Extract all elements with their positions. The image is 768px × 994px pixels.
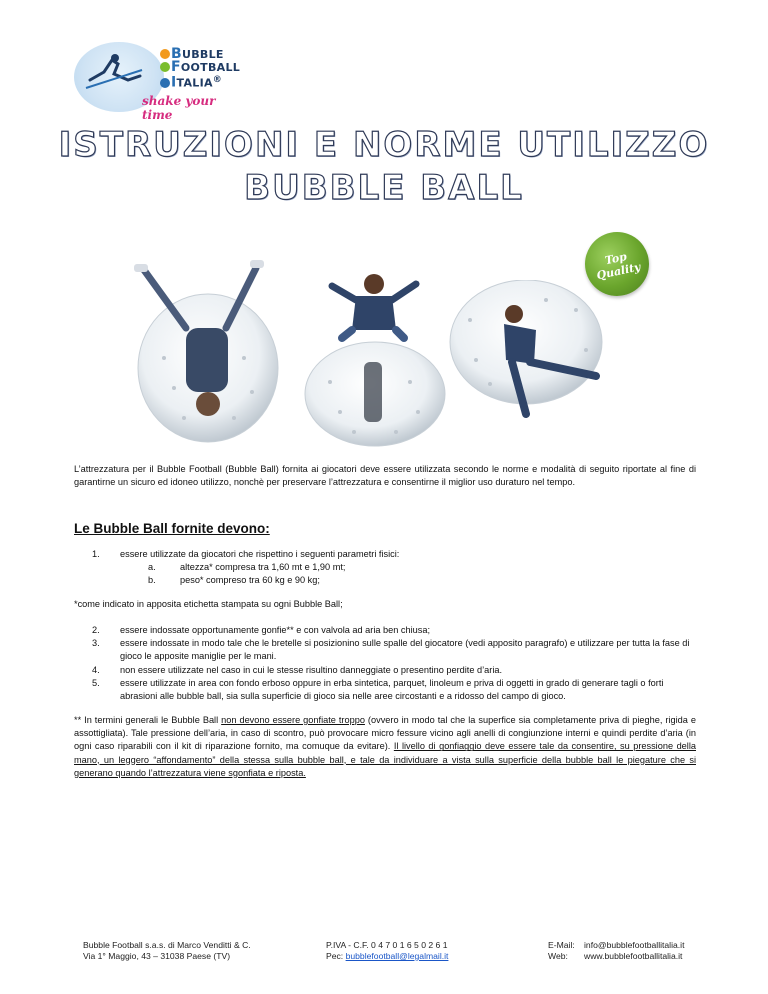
list-text: essere indossate in modo tale che le bretelle si posizionino sulle spalle del giocatore (vedi apposito paragrafo) e utilizzare per tutta la fase di gioco le apposite maniglie per le mani. — [120, 638, 690, 662]
bubble-ball-photo-2 — [300, 272, 450, 448]
list-text: non essere utilizzate nel caso in cui le stesse risultino danneggiate o presentino perdite d’aria. — [120, 665, 503, 675]
footer-address: Via 1° Maggio, 43 – 31038 Paese (TV) — [83, 951, 231, 961]
sublist-letter: b. — [148, 575, 156, 585]
list-number: 4. — [92, 665, 100, 675]
title-line-2: BUBBLE BALL — [244, 168, 524, 208]
logo-tagline: shake your time — [142, 94, 216, 122]
list-number: 3. — [92, 638, 100, 648]
footer-company — [83, 940, 251, 962]
title-line-1: ISTRUZIONI E NORME UTILIZZO — [58, 125, 710, 165]
footer-piva: P.IVA - C.F. 0 4 7 0 1 6 5 0 2 6 1 — [326, 940, 448, 950]
list-number: 2. — [92, 625, 100, 635]
sublist-text: peso* compreso tra 60 kg e 90 kg; — [180, 575, 320, 585]
footer-contacts — [548, 940, 684, 962]
pec-link[interactable]: bubblefootball@legalmail.it — [345, 951, 449, 961]
list-text: essere utilizzate da giocatori che rispettino i seguenti parametri fisici: — [120, 549, 400, 559]
bubble-ball-photo-1 — [124, 258, 296, 448]
email-text: info@bubblefootballitalia.it — [584, 940, 685, 950]
sublist-letter: a. — [148, 562, 156, 572]
list-number: 5. — [92, 678, 100, 688]
bubble-ball-photo-3 — [446, 280, 622, 424]
section-heading: Le Bubble Ball fornite devono: — [74, 521, 270, 536]
footer-email-row: E-Mail: info@bubblefootballitalia.it — [548, 940, 685, 950]
intro-paragraph: L’attrezzatura per il Bubble Football (Bubble Ball) fornita ai giocatori deve essere utilizzata secondo le norme e modalità di seguito riportate al fine di garantirne un sicuro ed idoneo utilizzo, nonchè per preservare l’attrezzatura e consentirne il miglior uso duraturo nel tempo. — [74, 464, 696, 488]
footer-web-row: Web: www.bubblefootballitalia.it — [548, 951, 683, 961]
list-text: essere indossate opportunamente gonfie** e con valvola ad aria ben chiusa; — [120, 625, 431, 635]
list-text: essere utilizzate in area con fondo erboso oppure in erba sintetica, parquet, linoleum e priva di oggetti in grado di generare tagli o forti abrasioni alle bubble ball, sia sulla superficie di gioco sia nelle aree circostanti e a ridosso del campo di gioco. — [120, 678, 664, 702]
badge-text: Top Quality — [595, 249, 642, 283]
star-footnote: *come indicato in apposita etichetta stampata su ogni Bubble Ball; — [74, 599, 343, 609]
inflation-note: ** In termini generali le Bubble Ball non devono essere gonfiate troppo (ovvero in modo tal che la superfice sia completamente priva di pieghe, rigida e assottigliata). Tale pressione dell’aria, in caso di scontro, può provocare micro fessure vicino agli anelli di congiunzione interni e quindi perdite d’aria (in ogni caso riparabili con il kit di riparazione fornito, ma comuque da evitare). Il livello di gonfiaggio deve essere tale da consentire, su pressione della mano, un leggero “affondamento” della stessa sulla bubble ball, e tale da individuare a vista sulla superficie della bubble ball le piegature che si generano quando l’attrezzatura viene sgonfiata e riposta. — [74, 715, 696, 778]
sublist-text: altezza* compresa tra 1,60 mt e 1,90 mt; — [180, 562, 346, 572]
company-logo — [74, 42, 249, 122]
list-number: 1. — [92, 549, 100, 559]
logo-wordmark: BUBBLE FOOTBALL ITALIA® — [160, 48, 240, 90]
footer-fiscal — [326, 940, 448, 962]
page-title — [0, 124, 768, 210]
footer-company-name: Bubble Football s.a.s. di Marco Venditti & C. — [83, 940, 251, 950]
footer-pec-row: Pec: bubblefootball@legalmail.it — [326, 951, 449, 961]
web-text: www.bubblefootballitalia.it — [584, 951, 683, 961]
skier-icon — [82, 50, 152, 100]
